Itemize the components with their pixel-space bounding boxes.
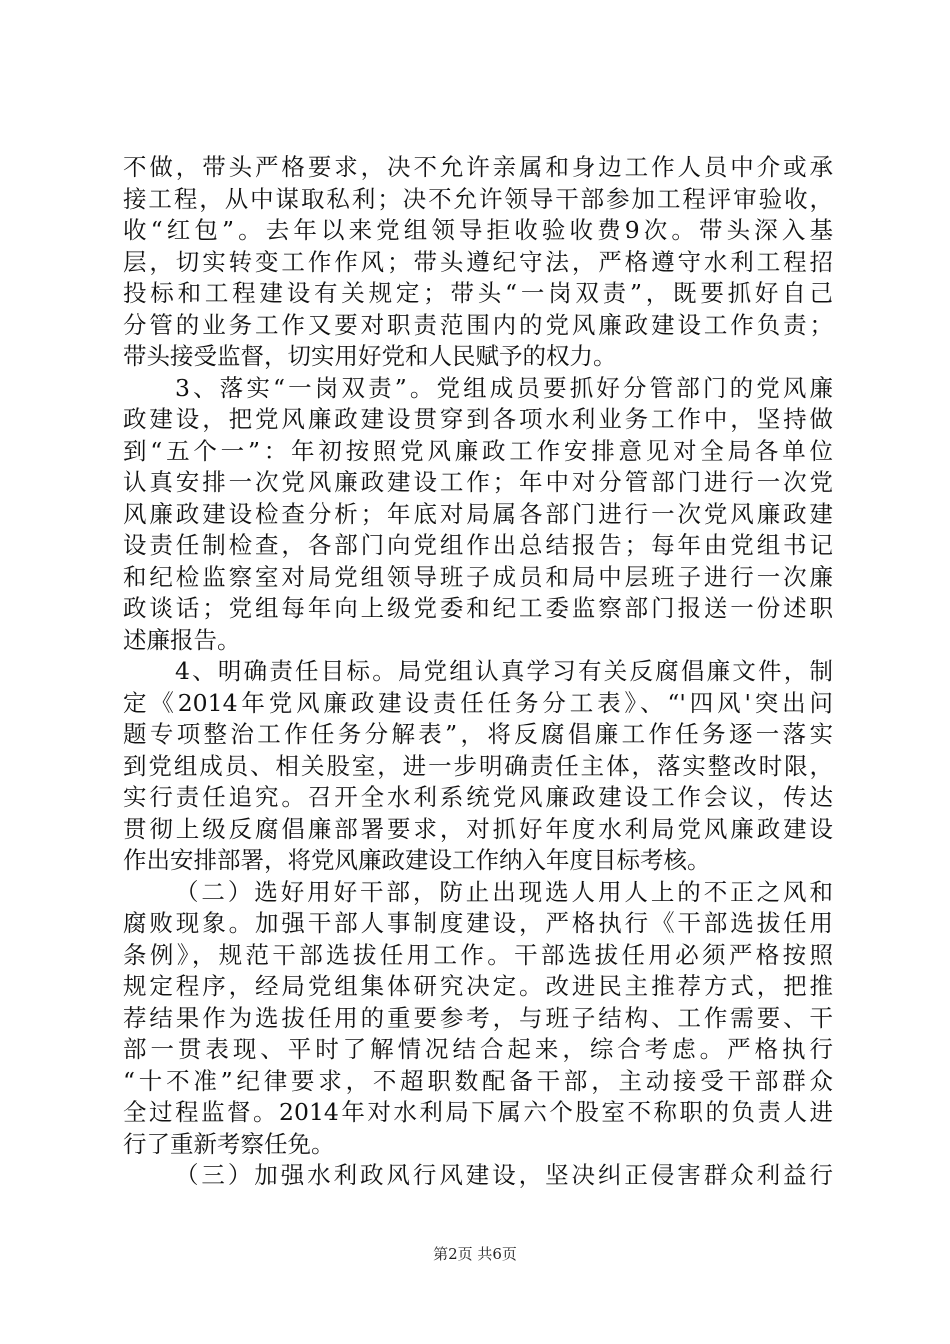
text-line: 层，切实转变工作作风；带头遵纪守法，严格遵守水利工程招 [123,247,833,276]
text-line: 到“五个一”：年初按照党风廉政工作安排意见对全局各单位 [123,436,833,465]
text-line: 全过程监督。2014年对水利局下属六个股室不称职的负责人进 [123,1098,833,1126]
text-line: 腐败现象。加强干部人事制度建设，严格执行《干部选拔任用 [123,909,833,937]
text-line: 部一贯表现、平时了解情况结合起来，综合考虑。严格执行 [123,1035,833,1063]
text-line: 和纪检监察室对局党组领导班子成员和局中层班子进行一次廉 [123,562,833,591]
text-line: （三）加强水利政风行风建设，坚决纠正侵害群众利益行 [175,1161,833,1189]
text-line: 4、明确责任目标。局党组认真学习有关反腐倡廉文件，制 [175,657,833,685]
text-line: 接工程，从中谋取私利；决不允许领导干部参加工程评审验收， [123,184,833,213]
text-line: 贯彻上级反腐倡廉部署要求，对抓好年度水利局党风廉政建设 [123,814,833,843]
text-line: 分管的业务工作又要对职责范围内的党风廉政建设工作负责； [123,310,833,339]
text-line: “十不准”纪律要求，不超职数配备干部，主动接受干部群众 [123,1066,833,1095]
page-footer [0,1244,950,1264]
text-line: 政谈话；党组每年向上级党委和纪工委监察部门报送一份述职 [123,594,833,622]
text-line: 述廉报告。 [123,625,241,654]
text-line: 收“红包”。去年以来党组领导拒收验收费9次。带头深入基 [123,216,833,244]
text-line: 作出安排部署，将党风廉政建设工作纳入年度目标考核。 [123,846,711,874]
document-body [123,152,833,1192]
text-line: 实行责任追究。召开全水利系统党风廉政建设工作会议，传达 [123,783,833,811]
text-line: 规定程序，经局党组集体研究决定。改进民主推荐方式，把推 [123,972,833,1000]
text-line: 政建设，把党风廉政建设贯穿到各项水利业务工作中，坚持做 [123,405,833,433]
text-line: 题专项整治工作任务分解表”，将反腐倡廉工作任务逐一落实 [123,720,833,748]
text-line: 荐结果作为选拔任用的重要参考，与班子结构、工作需要、干 [123,1003,833,1032]
text-line: 定《2014年党风廉政建设责任任务分工表》、“'四风'突出问 [123,688,833,717]
text-line: 设责任制检查，各部门向党组作出总结报告；每年由党组书记 [123,531,833,559]
text-line: 风廉政建设检查分析；年底对局属各部门进行一次党风廉政建 [123,499,833,528]
text-line: 认真安排一次党风廉政建设工作；年中对分管部门进行一次党 [123,468,833,496]
text-line: 3、落实“一岗双责”。党组成员要抓好分管部门的党风廉 [175,373,833,402]
text-line: 不做，带头严格要求，决不允许亲属和身边工作人员中介或承 [123,153,833,181]
text-line: （二）选好用好干部，防止出现选人用人上的不正之风和 [175,877,833,906]
text-line: 投标和工程建设有关规定；带头“一岗双责”，既要抓好自己 [123,279,833,307]
page-number: 第2页 共6页 [433,1245,517,1263]
text-line: 带头接受监督，切实用好党和人民赋予的权力。 [123,342,617,370]
text-line: 到党组成员、相关股室，进一步明确责任主体，落实整改时限， [123,751,833,780]
text-line: 条例》，规范干部选拔任用工作。干部选拔任用必须严格按照 [123,940,833,969]
text-line: 行了重新考察任免。 [123,1129,335,1158]
